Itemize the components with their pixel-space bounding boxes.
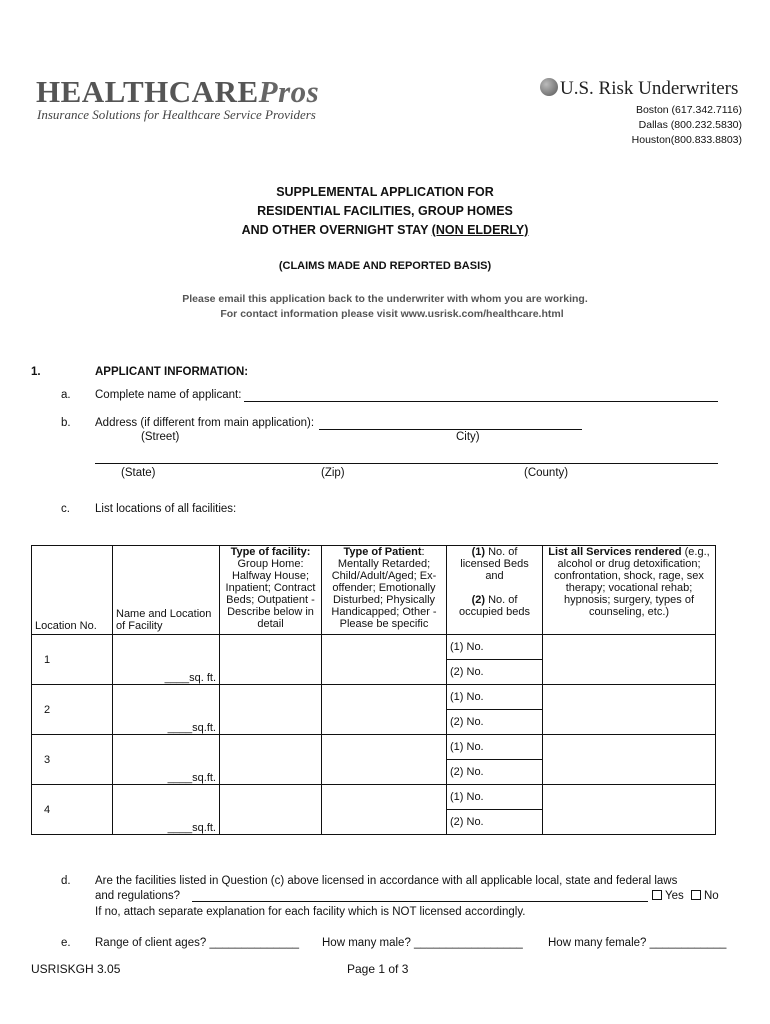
col-header-type [220, 546, 322, 635]
table-row [32, 685, 716, 735]
zip-caption: (Zip) [321, 467, 345, 479]
sqft-label: ____sq.ft. [167, 822, 216, 834]
page-number: Page 1 of 3 [347, 962, 409, 976]
patient-type-cell[interactable] [322, 785, 447, 835]
col-header-beds [447, 546, 543, 635]
location-number: 3 [32, 735, 113, 785]
col-header-services [543, 546, 716, 635]
instructions [0, 292, 770, 322]
col-header-location: Location No. [32, 546, 113, 635]
table-row [32, 735, 716, 785]
facility-type-cell[interactable] [220, 685, 322, 735]
office-boston: Boston (617.342.7116) [635, 104, 742, 116]
section-heading: APPLICANT INFORMATION: [95, 366, 249, 378]
location-number: 1 [32, 635, 113, 685]
beds-cell [447, 685, 543, 735]
no-label: No [703, 890, 719, 902]
sqft-label: ____sq.ft. [167, 772, 216, 784]
facility-type-cell[interactable] [220, 735, 322, 785]
licensing-note: If no, attach separate explanation for each facility which is NOT licensed accordingly. [95, 906, 526, 918]
location-number: 4 [32, 785, 113, 835]
services-cell[interactable] [543, 785, 716, 835]
form-id: USRISKGH 3.05 [31, 962, 121, 976]
office-dallas: Dallas (800.232.5830) [638, 119, 742, 131]
patient-type-cell[interactable] [322, 635, 447, 685]
title-line-2: RESIDENTIAL FACILITIES, GROUP HOMES [257, 204, 513, 218]
healthcarepros-logo [36, 74, 319, 110]
state-zip-county-field[interactable] [95, 449, 718, 464]
item-e-label: e. [61, 937, 71, 949]
location-number: 2 [32, 685, 113, 735]
col-header-patient-bold: Type of Patient [343, 546, 422, 558]
instruction-line-2: For contact information please visit www.usrisk.com/healthcare.html [220, 308, 564, 320]
item-c-label: c. [61, 503, 70, 515]
item-d-label: d. [61, 875, 71, 887]
col-header-beds2-bold: (2) [471, 594, 486, 606]
usrisk-logo [540, 78, 738, 100]
address-label: Address (if different from main application): [95, 417, 315, 429]
table-header-row [32, 546, 716, 635]
yes-label: Yes [665, 890, 684, 902]
office-list [632, 103, 742, 148]
beds-cell [447, 785, 543, 835]
col-header-services-text: (e.g., alcohol or drug detoxification; confrontation, shock, rage, sex therapy; vocational rehab; hypnosis; surgery, types of counseling, etc.) [554, 546, 710, 618]
state-caption: (State) [121, 467, 156, 479]
licensing-answer-field[interactable] [192, 888, 648, 902]
facility-name-cell[interactable] [113, 735, 220, 785]
licensing-question: Are the facilities listed in Question (c) above licensed in accordance with all applicable local, state and federal laws [95, 875, 678, 887]
title-line-1: SUPPLEMENTAL APPLICATION FOR [276, 185, 494, 199]
applicant-name-field[interactable] [244, 387, 718, 402]
globe-icon [540, 78, 558, 96]
col-header-patient-text: Mentally Retarded; Child/Adult/Aged; Ex-offender; Emotionally Disturbed; Physically Handicapped; Other - Please be specific [331, 558, 437, 630]
services-cell[interactable] [543, 685, 716, 735]
applicant-name-label: Complete name of applicant: [95, 389, 242, 401]
section-number: 1. [31, 366, 41, 378]
logo-tagline: Insurance Solutions for Healthcare Service Providers [37, 107, 316, 122]
title-line-3 [0, 221, 770, 240]
item-b-label: b. [61, 417, 71, 429]
sqft-label: ____sq.ft. [167, 722, 216, 734]
item-a-label: a. [61, 389, 71, 401]
no-checkbox[interactable] [691, 890, 701, 900]
client-ages-field[interactable]: Range of client ages? ______________ [95, 937, 299, 949]
company-name: U.S. Risk Underwriters [560, 78, 739, 99]
male-count-field[interactable]: How many male? _________________ [322, 937, 523, 949]
logo-pros-text: Pros [258, 74, 320, 109]
instruction-line-1: Please email this application back to the underwriter with whom you are working. [182, 293, 588, 305]
table-row [32, 635, 716, 685]
occupied-beds-field[interactable]: (2) No. [450, 716, 484, 728]
services-cell[interactable] [543, 735, 716, 785]
col-header-type-text: Group Home: Halfway House; Inpatient; Contract Beds; Outpatient - Describe below in detail [225, 558, 316, 630]
title-line-3-prefix: AND OTHER OVERNIGHT STAY [241, 223, 432, 237]
beds-cell [447, 635, 543, 685]
female-count-field[interactable]: How many female? ____________ [548, 937, 727, 949]
table-row [32, 785, 716, 835]
facility-type-cell[interactable] [220, 635, 322, 685]
col-header-beds2-text: No. of occupied beds [459, 594, 530, 618]
occupied-beds-field[interactable]: (2) No. [450, 816, 484, 828]
licensing-question-cont: and regulations? [95, 890, 181, 902]
facility-type-cell[interactable] [220, 785, 322, 835]
licensed-beds-field[interactable]: (1) No. [447, 685, 542, 710]
street-caption: (Street) [141, 431, 180, 443]
licensed-beds-field[interactable]: (1) No. [447, 785, 542, 810]
col-header-patient: Type of Patient: Mentally Retarded; Child/Adult/Aged; Ex-offender; Emotionally Disturbed; Physically Handicapped; Other - Please be specific [322, 546, 447, 635]
facility-name-cell[interactable] [113, 685, 220, 735]
logo-main-text: HEALTHCARE [36, 74, 259, 109]
facility-name-cell[interactable] [113, 635, 220, 685]
occupied-beds-field[interactable]: (2) No. [450, 666, 484, 678]
locations-label: List locations of all facilities: [95, 503, 237, 515]
col-header-beds1-text: No. of licensed Beds and [460, 546, 529, 582]
address-field[interactable] [319, 415, 582, 430]
col-header-type-bold: Type of facility: [230, 546, 311, 558]
col-header-name: Name and Location of Facility [113, 546, 220, 635]
document-title [0, 183, 770, 240]
office-houston: Houston(800.833.8803) [631, 134, 742, 146]
occupied-beds-field[interactable]: (2) No. [450, 766, 484, 778]
facilities-table [31, 545, 716, 835]
services-cell[interactable] [543, 635, 716, 685]
county-caption: (County) [524, 467, 569, 479]
title-line-3-underlined: (NON ELDERLY) [431, 223, 529, 237]
city-caption: City) [456, 431, 480, 443]
col-header-beds1-bold: (1) [471, 546, 486, 558]
beds-cell [447, 735, 543, 785]
patient-type-cell[interactable] [322, 735, 447, 785]
facility-name-cell[interactable] [113, 785, 220, 835]
yes-no-options [648, 890, 719, 902]
licensed-beds-field[interactable]: (1) No. [447, 735, 542, 760]
document-subtitle: (CLAIMS MADE AND REPORTED BASIS) [278, 260, 492, 272]
sqft-label: ____sq. ft. [164, 672, 216, 684]
patient-type-cell[interactable] [322, 685, 447, 735]
licensed-beds-field[interactable]: (1) No. [447, 635, 542, 660]
col-header-services-bold: List all Services rendered [548, 546, 682, 558]
yes-checkbox[interactable] [652, 890, 662, 900]
